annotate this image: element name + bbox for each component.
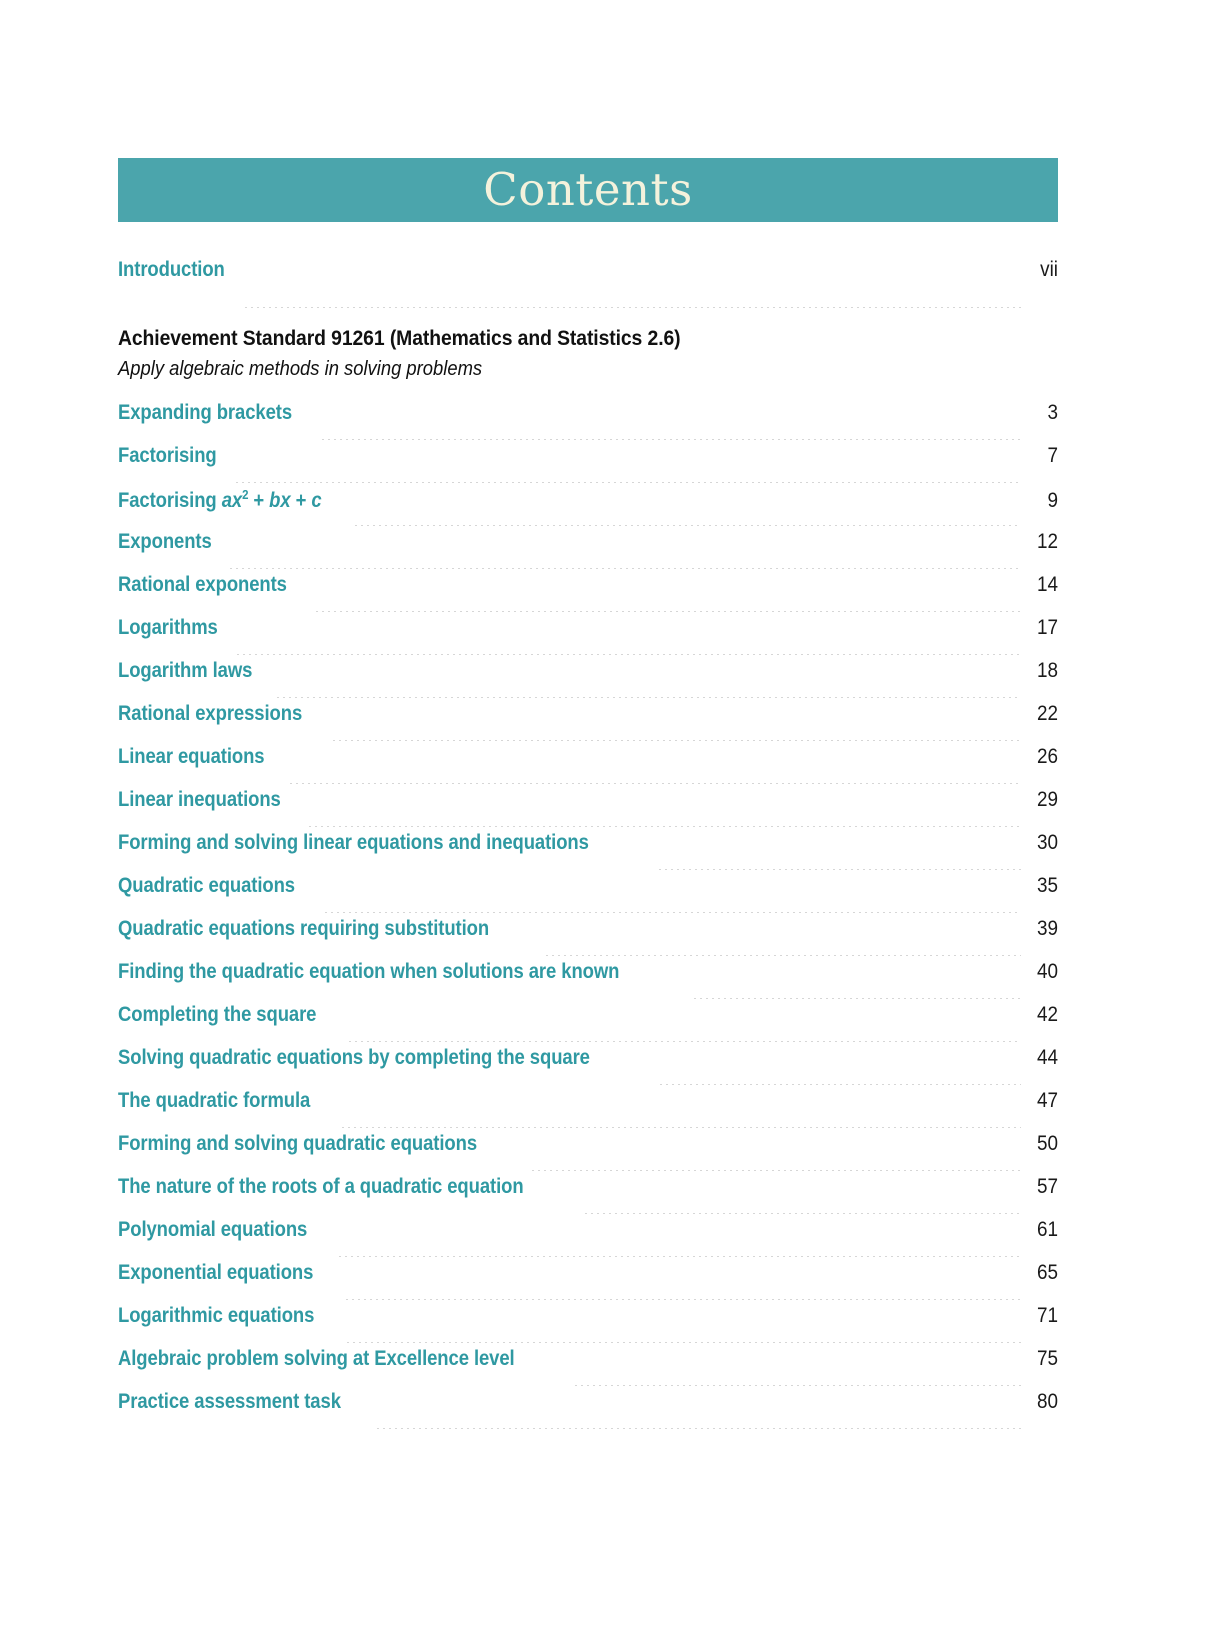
toc-entry-page-number: 75 xyxy=(1036,1347,1058,1371)
toc-entry[interactable] xyxy=(118,530,1058,573)
toc-entry[interactable] xyxy=(118,1003,1058,1046)
toc-entry-label: Quadratic equations xyxy=(118,874,296,898)
toc-entry[interactable] xyxy=(118,487,1058,530)
toc-entry-label: Factorising $ax^2$ + bx + c xyxy=(118,487,322,513)
toc-entry-page-number: 29 xyxy=(1036,788,1058,812)
dot-leader xyxy=(235,654,1021,655)
toc-entry[interactable] xyxy=(118,573,1058,616)
toc-entry-label: Quadratic equations requiring substitution xyxy=(118,917,490,941)
toc-entry-label: Rational expressions xyxy=(118,702,303,726)
toc-entry-label: Forming and solving linear equations and inequations xyxy=(118,831,589,855)
toc-entry-label: Logarithms xyxy=(118,616,218,640)
dot-leader xyxy=(353,525,1021,526)
toc-entry[interactable] xyxy=(118,745,1058,788)
toc-entry[interactable] xyxy=(118,659,1058,702)
dot-leader xyxy=(347,1041,1021,1042)
toc-entry[interactable] xyxy=(118,1347,1058,1390)
dot-leader xyxy=(288,783,1021,784)
dot-leader xyxy=(323,912,1021,913)
toc-entry[interactable] xyxy=(118,444,1058,487)
dot-leader xyxy=(243,307,1021,308)
dot-leader xyxy=(657,869,1021,870)
toc-entry-label: Forming and solving quadratic equations xyxy=(118,1132,478,1156)
dot-leader xyxy=(344,1299,1021,1300)
toc-entry-page-number: vii xyxy=(1040,258,1058,281)
toc-entry-label: Practice assessment task xyxy=(118,1390,341,1414)
achievement-standard-subtitle: Apply algebraic methods in solving problems xyxy=(118,358,483,381)
toc-entry-page-number: 71 xyxy=(1036,1304,1058,1328)
toc-entry-page-number: 65 xyxy=(1036,1261,1058,1285)
toc-entry[interactable] xyxy=(118,960,1058,1003)
toc-entry[interactable] xyxy=(118,1218,1058,1261)
toc-entry-page-number: 61 xyxy=(1036,1218,1058,1242)
toc-entry-label: The nature of the roots of a quadratic equation xyxy=(118,1175,524,1199)
dot-leader xyxy=(228,568,1021,569)
toc-entry-label: Solving quadratic equations by completing the square xyxy=(118,1046,590,1070)
toc-entry[interactable] xyxy=(118,1261,1058,1304)
toc-entry-label: Linear equations xyxy=(118,745,265,769)
toc-entry-label: The quadratic formula xyxy=(118,1089,311,1113)
contents-container xyxy=(118,158,1058,1433)
toc-entry-label: Introduction xyxy=(118,258,225,281)
toc-entry-label: Linear inequations xyxy=(118,788,281,812)
dot-leader xyxy=(658,1084,1021,1085)
toc-entry[interactable] xyxy=(118,702,1058,745)
toc-entry-label: Completing the square xyxy=(118,1003,317,1027)
achievement-standard-block xyxy=(118,324,1058,383)
dot-leader xyxy=(275,697,1021,698)
toc-list xyxy=(118,401,1058,1433)
dot-leader xyxy=(692,998,1021,999)
toc-entry-page-number: 22 xyxy=(1036,702,1058,726)
toc-entry-label: Algebraic problem solving at Excellence level xyxy=(118,1347,515,1371)
toc-entry[interactable] xyxy=(118,917,1058,960)
contents-banner xyxy=(118,158,1058,222)
toc-entry-page-number: 50 xyxy=(1036,1132,1058,1156)
toc-entry-page-number: 14 xyxy=(1036,573,1058,597)
toc-entry[interactable] xyxy=(118,1132,1058,1175)
dot-leader xyxy=(573,1385,1021,1386)
dot-leader xyxy=(234,482,1021,483)
toc-entry-label: Exponential equations xyxy=(118,1261,314,1285)
toc-entry-page-number: 47 xyxy=(1036,1089,1058,1113)
dot-leader xyxy=(583,1213,1021,1214)
dot-leader xyxy=(307,826,1021,827)
dot-leader xyxy=(340,1127,1021,1128)
toc-entry-introduction[interactable] xyxy=(118,258,1058,312)
toc-entry-page-number: 42 xyxy=(1036,1003,1058,1027)
toc-entry-label: Logarithmic equations xyxy=(118,1304,315,1328)
dot-leader xyxy=(544,955,1021,956)
dot-leader xyxy=(320,439,1021,440)
dot-leader xyxy=(530,1170,1021,1171)
toc-entry-page-number: 57 xyxy=(1036,1175,1058,1199)
toc-entry-label: Factorising xyxy=(118,444,217,468)
toc-entry-page-number: 18 xyxy=(1036,659,1058,683)
toc-entry-page-number: 3 xyxy=(1047,401,1058,425)
toc-entry-page-number: 7 xyxy=(1047,444,1058,468)
toc-entry-label: Finding the quadratic equation when solutions are known xyxy=(118,960,620,984)
toc-entry-page-number: 39 xyxy=(1036,917,1058,941)
toc-entry-label: Polynomial equations xyxy=(118,1218,308,1242)
toc-entry-page-number: 80 xyxy=(1036,1390,1058,1414)
toc-entry[interactable] xyxy=(118,831,1058,874)
toc-entry-page-number: 30 xyxy=(1036,831,1058,855)
dot-leader xyxy=(345,1342,1021,1343)
toc-entry[interactable] xyxy=(118,1390,1058,1433)
toc-entry[interactable] xyxy=(118,1046,1058,1089)
toc-entry-page-number: 35 xyxy=(1036,874,1058,898)
toc-entry[interactable] xyxy=(118,616,1058,659)
toc-entry[interactable] xyxy=(118,1089,1058,1132)
toc-entry-label: Exponents xyxy=(118,530,212,554)
toc-entry-label: Expanding brackets xyxy=(118,401,293,425)
achievement-standard-title: Achievement Standard 91261 (Mathematics and Statistics 2.6) xyxy=(118,326,681,350)
toc-entry[interactable] xyxy=(118,874,1058,917)
toc-entry-page-number: 44 xyxy=(1036,1046,1058,1070)
toc-entry-label: Logarithm laws xyxy=(118,659,253,683)
toc-entry[interactable] xyxy=(118,788,1058,831)
page-title: Contents xyxy=(483,162,693,216)
toc-entry-label: Rational exponents xyxy=(118,573,287,597)
toc-entry[interactable] xyxy=(118,401,1058,444)
toc-entry-page-number: 12 xyxy=(1036,530,1058,554)
dot-leader xyxy=(337,1256,1021,1257)
dot-leader xyxy=(375,1428,1021,1429)
toc-entry[interactable] xyxy=(118,1304,1058,1347)
toc-entry-page-number: 40 xyxy=(1036,960,1058,984)
dot-leader xyxy=(331,740,1021,741)
toc-entry-page-number: 17 xyxy=(1036,616,1058,640)
toc-entry[interactable] xyxy=(118,1175,1058,1218)
toc-entry-page-number: 26 xyxy=(1036,745,1058,769)
dot-leader xyxy=(314,611,1021,612)
toc-entry-page-number: 9 xyxy=(1047,489,1058,513)
